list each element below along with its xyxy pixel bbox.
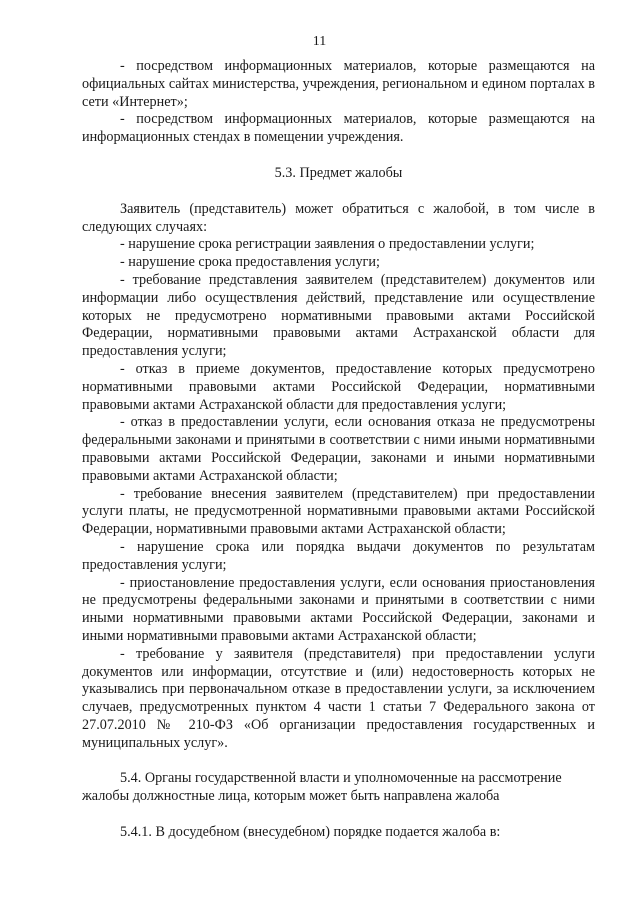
list-item: - требование у заявителя (представителя) при предоставлении услуги документов или информации, отсутствие и (или) недостоверность которых не указывались при первоначальном отказе в предоставлении услуги, за исключением случаев, предусмотренных пунктом 4 части 1 статьи 7 Федерального закона от 27.07.2010 № 210-ФЗ «Об организации предоставления государственных и муниципальных услуг». (82, 645, 595, 751)
list-item: - требование внесения заявителем (представителем) при предоставлении услуги платы, не предусмотренной нормативными правовыми актами Российской Федерации, нормативными правовыми актами Астраханской области; (82, 485, 595, 538)
paragraph: - посредством информационных материалов, которые размещаются на информационных стендах в помещении учреждения. (82, 111, 595, 146)
paragraph-5-4-1: 5.4.1. В досудебном (внесудебном) порядке подается жалоба в: (120, 824, 501, 841)
section-heading-5-4: 5.4. Органы государственной власти и уполномоченные на рассмотрение жалобы должностные лица, которым может быть направлена жалоба (82, 770, 562, 805)
page-number: 11 (312, 34, 327, 49)
document-body (82, 58, 595, 842)
list-item: - требование представления заявителем (представителем) документов или информации либо осуществления действий, представление или осуществление которых не предусмотрено нормативными правовыми актами Российской Федерации, нормативными правовыми актами Астраханской области для предоставления услуги; (82, 271, 595, 360)
list-item: - нарушение срока регистрации заявления о предоставлении услуги; (120, 236, 535, 253)
paragraph: Заявитель (представитель) может обратиться с жалобой, в том числе в следующих случаях: (82, 200, 595, 235)
list-item: - отказ в предоставлении услуги, если основания отказа не предусмотрены федеральными законами и принятыми в соответствии с ними иными нормативными правовыми актами Российской Федерации, законами и иными нормативными правовыми актами Астраханской области; (82, 414, 595, 484)
list-item: - нарушение срока или порядка выдачи документов по результатам предоставления услуги; (82, 538, 595, 573)
section-heading-5-3: 5.3. Предмет жалобы (274, 164, 403, 181)
list-item: - приостановление предоставления услуги, если основания приостановления не предусмотрены федеральными законами и принятыми в соответствии с ними иными нормативными правовыми актами Российской Федерации, законами и иными нормативными правовыми актами Астраханской области; (82, 574, 595, 644)
paragraph: - посредством информационных материалов, которые размещаются на официальных сайтах министерства, учреждения, региональном и едином порталах в сети «Интернет»; (82, 58, 595, 110)
list-item: - нарушение срока предоставления услуги; (120, 254, 380, 271)
list-item: - отказ в приеме документов, предоставление которых предусмотрено нормативными правовыми актами Российской Федерации, нормативными правовыми актами Астраханской области для предоставления услуги; (82, 360, 595, 413)
